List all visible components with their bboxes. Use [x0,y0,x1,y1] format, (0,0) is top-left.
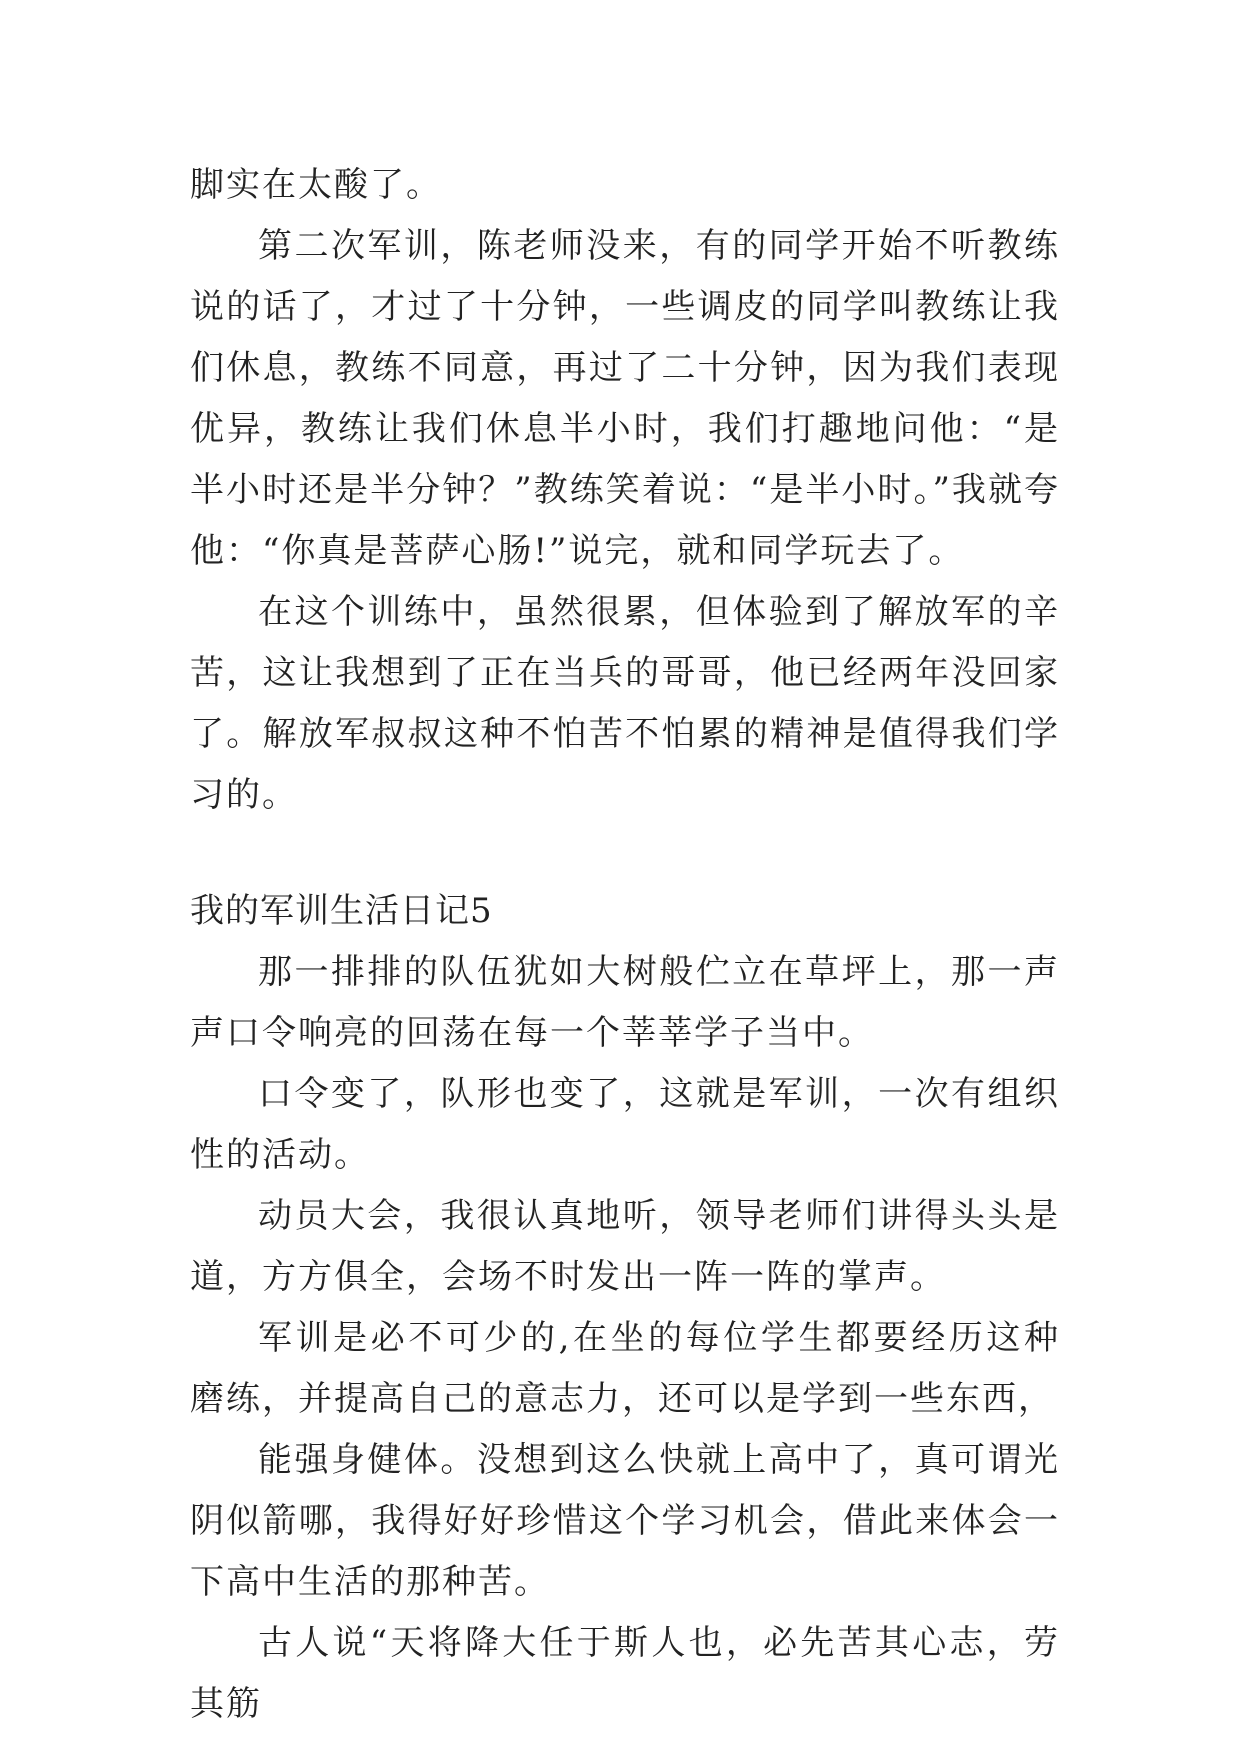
paragraph: 动员大会，我很认真地听，领导老师们讲得头头是道，方方俱全，会场不时发出一阵一阵的掌声。 [190,1196,1060,1297]
paragraph: 口令变了，队形也变了，这就是军训，一次有组织性的活动。 [190,1074,1060,1175]
paragraph: 第二次军训，陈老师没来，有的同学开始不听教练说的话了，才过了十分钟，一些调皮的同学叫教练让我们休息，教练不同意，再过了二十分钟，因为我们表现优异，教练让我们休息半小时，我们打趣地问他：“是半小时还是半分钟？”教练笑着说：“是半小时。”我就夸他：“你真是菩萨心肠!”说完，就和同学玩去了。 [190,226,1060,571]
paragraph: 那一排排的队伍犹如大树般伫立在草坪上，那一声声口令响亮的回荡在每一个莘莘学子当中。 [190,952,1060,1053]
paragraph: 能强身健体。没想到这么快就上高中了，真可谓光阴似箭哪，我得好好珍惜这个学习机会，借此来体会一下高中生活的那种苦。 [190,1440,1060,1602]
paragraph: 在这个训练中，虽然很累，但体验到了解放军的辛苦，这让我想到了正在当兵的哥哥，他已经两年没回家了。解放军叔叔这种不怕苦不怕累的精神是值得我们学习的。 [190,592,1060,815]
section-title: 我的军训生活日记5 [190,891,493,931]
paragraph: 古人说“天将降大任于斯人也，必先苦其心志，劳其筋 [190,1623,1060,1724]
document-body [190,155,1060,1735]
paragraph: 军训是必不可少的,在坐的每位学生都要经历这种磨练，并提高自己的意志力，还可以是学到一些东西， [190,1318,1060,1419]
paragraph: 脚实在太酸了。 [190,165,442,205]
